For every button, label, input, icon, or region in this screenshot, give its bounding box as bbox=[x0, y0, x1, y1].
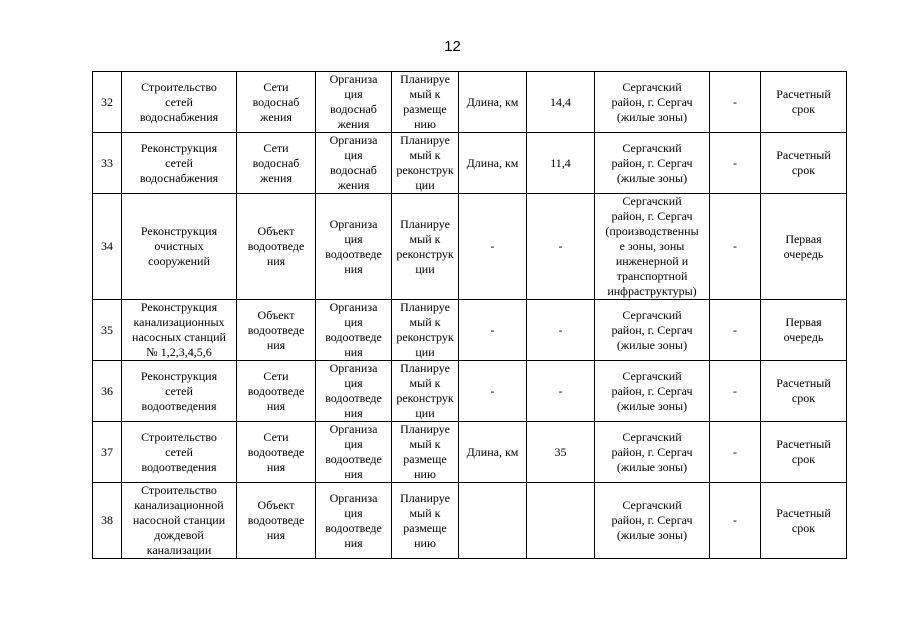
status-cell: Планируе мый к реконструк ции bbox=[392, 133, 459, 194]
location-cell: Сергачский район, г. Сергач (жилые зоны) bbox=[595, 72, 710, 133]
value-cell: 14,4 bbox=[527, 72, 595, 133]
value-cell: - bbox=[527, 361, 595, 422]
organization-cell: Организа ция водоснаб жения bbox=[316, 133, 392, 194]
parameter-cell: - bbox=[459, 194, 527, 300]
location-cell: Сергачский район, г. Сергач (производственны е зоны, зоны инженерной и транспортной инфраструктуры) bbox=[595, 194, 710, 300]
row-number-cell: 35 bbox=[93, 300, 122, 361]
zone-cell: - bbox=[710, 361, 761, 422]
organization-cell: Организа ция водоотведе ния bbox=[316, 422, 392, 483]
object-type-cell: Объект водоотведе ния bbox=[237, 300, 316, 361]
term-cell: Расчетный срок bbox=[761, 422, 847, 483]
organization-cell: Организа ция водоотведе ния bbox=[316, 300, 392, 361]
object-name-cell: Реконструкция сетей водоснабжения bbox=[122, 133, 237, 194]
value-cell: 35 bbox=[527, 422, 595, 483]
organization-cell: Организа ция водоотведе ния bbox=[316, 361, 392, 422]
zone-cell: - bbox=[710, 194, 761, 300]
status-cell: Планируе мый к размеще нию bbox=[392, 483, 459, 559]
table-row bbox=[93, 194, 847, 300]
table-row bbox=[93, 422, 847, 483]
table-row bbox=[93, 72, 847, 133]
location-cell: Сергачский район, г. Сергач (жилые зоны) bbox=[595, 483, 710, 559]
status-cell: Планируе мый к реконструк ции bbox=[392, 194, 459, 300]
value-cell: - bbox=[527, 300, 595, 361]
parameter-cell: Длина, км bbox=[459, 72, 527, 133]
status-cell: Планируе мый к реконструк ции bbox=[392, 361, 459, 422]
location-cell: Сергачский район, г. Сергач (жилые зоны) bbox=[595, 300, 710, 361]
term-cell: Первая очередь bbox=[761, 300, 847, 361]
object-type-cell: Сети водоснаб жения bbox=[237, 133, 316, 194]
term-cell: Расчетный срок bbox=[761, 483, 847, 559]
infrastructure-table bbox=[92, 71, 847, 559]
object-name-cell: Реконструкция очистных сооружений bbox=[122, 194, 237, 300]
object-type-cell: Объект водоотведе ния bbox=[237, 483, 316, 559]
term-cell: Расчетный срок bbox=[761, 361, 847, 422]
location-cell: Сергачский район, г. Сергач (жилые зоны) bbox=[595, 361, 710, 422]
status-cell: Планируе мый к размеще нию bbox=[392, 72, 459, 133]
table-row bbox=[93, 483, 847, 559]
parameter-cell bbox=[459, 483, 527, 559]
zone-cell: - bbox=[710, 422, 761, 483]
location-cell: Сергачский район, г. Сергач (жилые зоны) bbox=[595, 133, 710, 194]
row-number-cell: 37 bbox=[93, 422, 122, 483]
table-row bbox=[93, 361, 847, 422]
row-number-cell: 36 bbox=[93, 361, 122, 422]
object-name-cell: Строительство канализационной насосной станции дождевой канализации bbox=[122, 483, 237, 559]
object-type-cell: Объект водоотведе ния bbox=[237, 194, 316, 300]
page-number: 12 bbox=[444, 38, 461, 55]
term-cell: Первая очередь bbox=[761, 194, 847, 300]
organization-cell: Организа ция водоснаб жения bbox=[316, 72, 392, 133]
table-row bbox=[93, 300, 847, 361]
zone-cell: - bbox=[710, 300, 761, 361]
status-cell: Планируе мый к реконструк ции bbox=[392, 300, 459, 361]
row-number-cell: 32 bbox=[93, 72, 122, 133]
term-cell: Расчетный срок bbox=[761, 133, 847, 194]
table-row bbox=[93, 133, 847, 194]
zone-cell: - bbox=[710, 483, 761, 559]
parameter-cell: Длина, км bbox=[459, 422, 527, 483]
parameter-cell: - bbox=[459, 361, 527, 422]
row-number-cell: 33 bbox=[93, 133, 122, 194]
value-cell bbox=[527, 483, 595, 559]
value-cell: - bbox=[527, 194, 595, 300]
row-number-cell: 38 bbox=[93, 483, 122, 559]
parameter-cell: Длина, км bbox=[459, 133, 527, 194]
object-name-cell: Строительство сетей водоснабжения bbox=[122, 72, 237, 133]
organization-cell: Организа ция водоотведе ния bbox=[316, 194, 392, 300]
object-type-cell: Сети водоотведе ния bbox=[237, 361, 316, 422]
row-number-cell: 34 bbox=[93, 194, 122, 300]
term-cell: Расчетный срок bbox=[761, 72, 847, 133]
object-name-cell: Реконструкция канализационных насосных станций № 1,2,3,4,5,6 bbox=[122, 300, 237, 361]
location-cell: Сергачский район, г. Сергач (жилые зоны) bbox=[595, 422, 710, 483]
zone-cell: - bbox=[710, 72, 761, 133]
object-type-cell: Сети водоотведе ния bbox=[237, 422, 316, 483]
status-cell: Планируе мый к размеще нию bbox=[392, 422, 459, 483]
value-cell: 11,4 bbox=[527, 133, 595, 194]
object-name-cell: Строительство сетей водоотведения bbox=[122, 422, 237, 483]
object-type-cell: Сети водоснаб жения bbox=[237, 72, 316, 133]
organization-cell: Организа ция водоотведе ния bbox=[316, 483, 392, 559]
parameter-cell: - bbox=[459, 300, 527, 361]
zone-cell: - bbox=[710, 133, 761, 194]
object-name-cell: Реконструкция сетей водоотведения bbox=[122, 361, 237, 422]
